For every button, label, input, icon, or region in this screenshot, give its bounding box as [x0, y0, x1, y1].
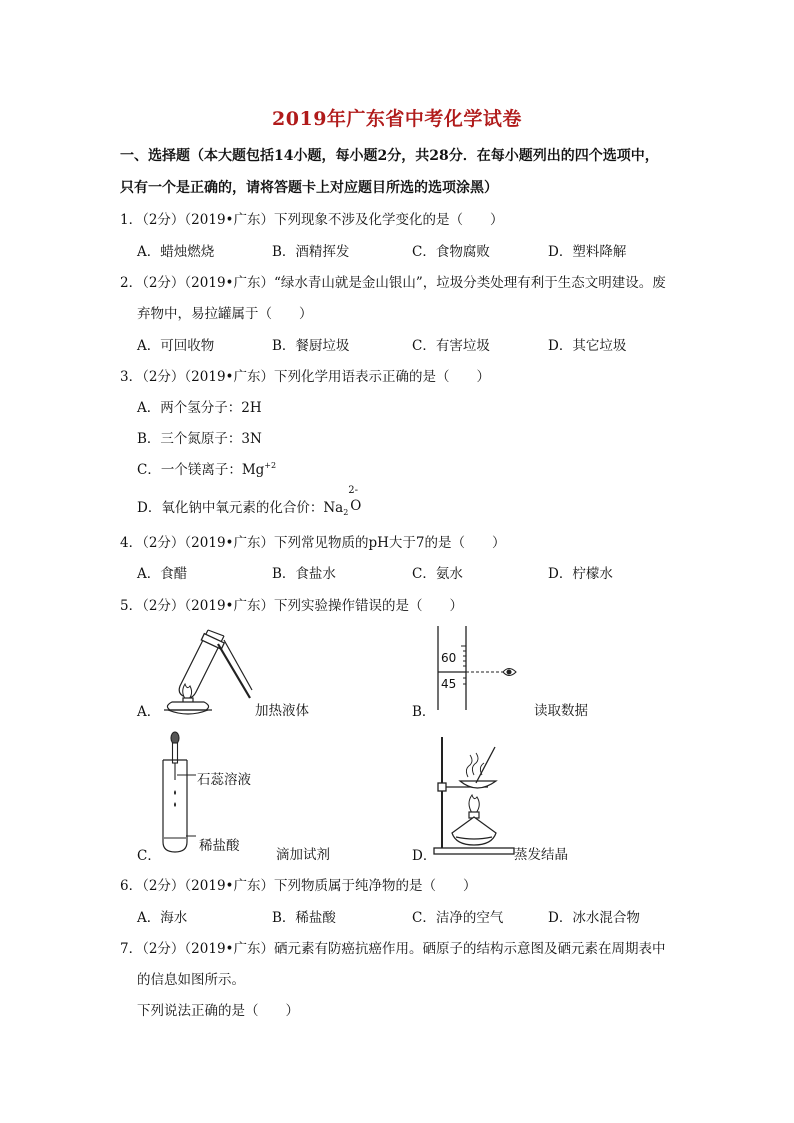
q1-option-d: D．塑料降解 [548, 244, 627, 260]
question-6-stem: 6．（2分）（2019•广东）下列物质属于纯净物的是（ ） [120, 878, 477, 894]
label-dilute-hcl: 稀盐酸 [199, 838, 240, 854]
figure-heating-liquid [150, 618, 260, 713]
q5-option-b-caption: 读取数据 [534, 703, 588, 719]
na-subscript: 2 [343, 508, 349, 517]
q2-option-c: C．有害垃圾 [412, 338, 490, 354]
q1-option-b: B．酒精挥发 [272, 244, 350, 260]
q6-option-d: D．冰水混合物 [548, 910, 640, 926]
q4-option-b: B．食盐水 [272, 566, 336, 582]
q2-option-a: A．可回收物 [137, 338, 215, 354]
q3-option-d [137, 485, 362, 517]
section-heading-line2: 只有一个是正确的，请将答题卡上对应题目所选的选项涂黑） [120, 180, 498, 196]
q5-option-d-letter: D． [412, 848, 437, 864]
dropper [171, 732, 179, 780]
q5-option-d-caption: 蒸发结晶 [514, 847, 568, 863]
q3-option-c [137, 458, 276, 478]
q5-option-b-letter: B． [412, 704, 436, 720]
q3-option-d-text: D．氧化钠中氧元素的化合价：Na [137, 500, 344, 516]
label-litmus-solution: 石蕊溶液 [197, 772, 251, 788]
q5-option-a-caption: 加热液体 [255, 703, 309, 719]
alcohol-lamp-d [452, 812, 496, 845]
q4-option-a: A．食醋 [137, 566, 188, 582]
q6-option-a: A．海水 [137, 910, 188, 926]
figure-dropper-in-tube [158, 730, 198, 860]
valence-mark: 2- [348, 485, 359, 496]
question-7-prompt: 下列说法正确的是（ ） [137, 1003, 299, 1019]
cylinder-mark-60: 60 [441, 651, 457, 665]
q5-option-c-letter: C． [137, 848, 161, 864]
oxygen-symbol: O [350, 498, 362, 514]
falling-drops [174, 790, 176, 807]
oxygen-valence [348, 485, 362, 514]
question-4-stem: 4．（2分）（2019•广东）下列常见物质的pH大于7的是（ ） [120, 535, 506, 551]
q6-option-b: B．稀盐酸 [272, 910, 336, 926]
mg-ion-charge: +2 [264, 461, 277, 470]
q5-option-c-caption: 滴加试剂 [276, 847, 330, 863]
eye-icon [503, 669, 516, 676]
question-7-stem: 7．（2分）（2019•广东）硒元素有防癌抗癌作用。硒原子的结构示意图及硒元素在周期表中 [120, 941, 666, 957]
q4-option-c: C．氨水 [412, 566, 463, 582]
question-5-stem: 5．（2分）（2019•广东）下列实验操作错误的是（ ） [120, 598, 463, 614]
question-7-stem-cont: 的信息如图所示。 [137, 972, 245, 988]
q4-option-d: D．柠檬水 [548, 566, 613, 582]
q5-option-a-letter: A． [137, 704, 161, 720]
flame-d [469, 795, 479, 813]
q3-option-b: B．三个氮原子：3N [137, 431, 262, 447]
figure-evaporation [432, 737, 522, 857]
q3-option-c-text: C．一个镁离子：Mg [137, 462, 265, 478]
q1-option-c: C．食物腐败 [412, 244, 490, 260]
q2-option-b: B．餐厨垃圾 [272, 338, 350, 354]
q3-option-a: A．两个氢分子：2H [137, 400, 262, 416]
question-2-stem-cont: 弃物中，易拉罐属于（ ） [137, 306, 313, 322]
page-title: 2019年广东省中考化学试卷 [272, 108, 522, 130]
q6-option-c: C．洁净的空气 [412, 910, 504, 926]
question-1-stem: 1．（2分）（2019•广东）下列现象不涉及化学变化的是（ ） [120, 212, 504, 228]
steam [466, 753, 484, 777]
stirring-rod [476, 747, 495, 783]
figure-reading-cylinder [435, 626, 525, 712]
cylinder-ticks [461, 646, 466, 684]
section-heading-line1: 一、选择题（本大题包括14小题，每小题2分，共28分．在每小题列出的四个选项中， [120, 148, 659, 164]
q1-option-a: A．蜡烛燃烧 [137, 244, 215, 260]
q2-option-d: D．其它垃圾 [548, 338, 627, 354]
cylinder-mark-45: 45 [441, 677, 457, 691]
question-3-stem: 3．（2分）（2019•广东）下列化学用语表示正确的是（ ） [120, 369, 490, 385]
question-2-stem: 2．（2分）（2019•广东）“绿水青山就是金山银山”，垃圾分类处理有利于生态文明建设。废 [120, 275, 666, 291]
alcohol-lamp [164, 698, 212, 714]
